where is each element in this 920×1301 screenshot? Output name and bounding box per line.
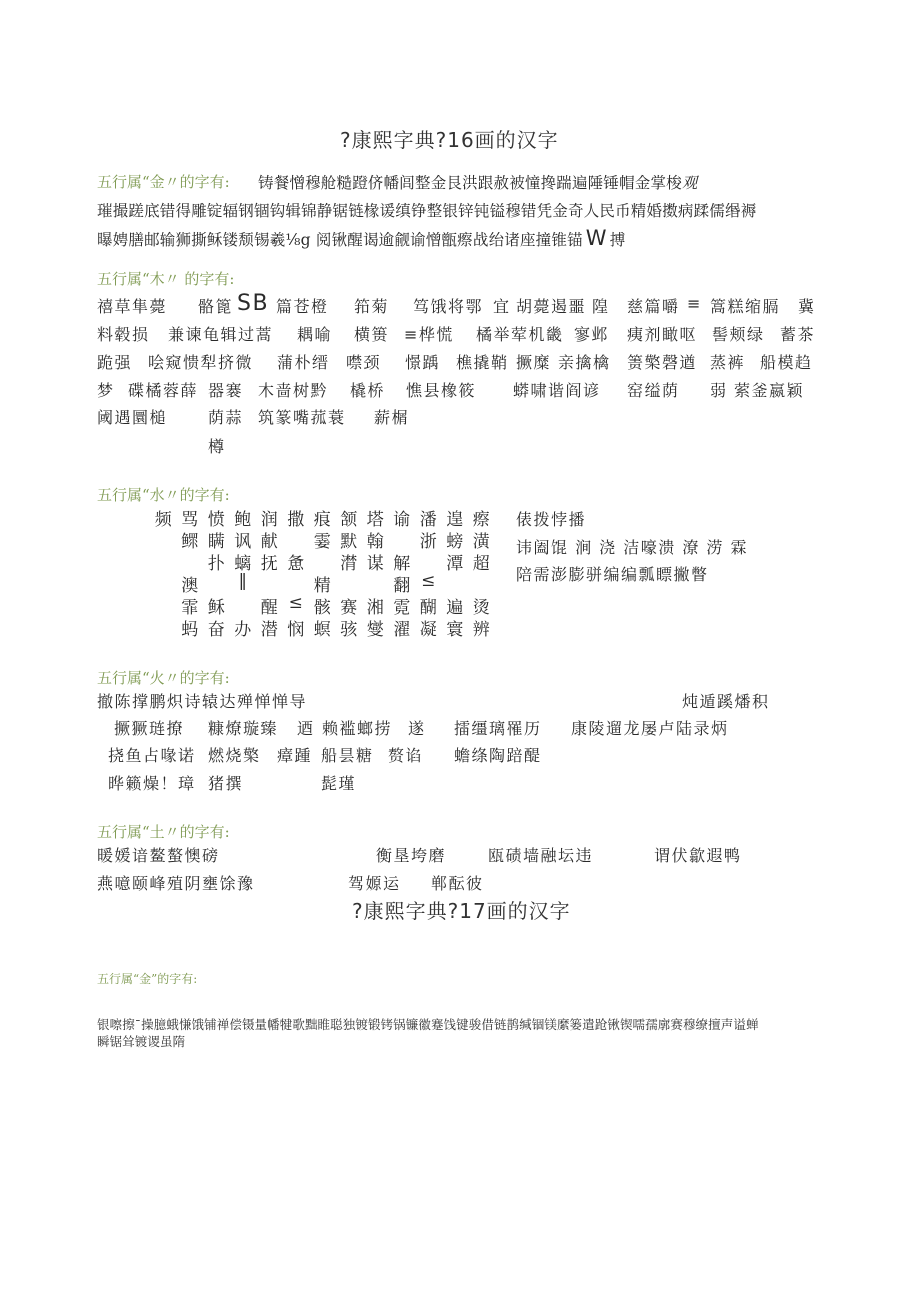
mu-rows-r1-s6: 寥邺: [574, 325, 610, 344]
shui-char-r0-c2: 愤: [207, 510, 225, 530]
shui-char-r4-c5: ≤: [288, 593, 303, 613]
huo-rows-r0-s6: 康陵遛龙屡卢陆录炳: [571, 719, 729, 738]
mu-rows-r0-s12: 冀: [798, 297, 816, 316]
shui-char-r2-c4: 抚: [260, 554, 278, 574]
shui-char-r0-c5: 撒: [287, 510, 305, 530]
huo-rows-r0-s0: 撅獗琏撩: [114, 719, 185, 738]
mu-rows-r3-s0: 梦: [97, 381, 115, 400]
shui-char-r2-c10: [415, 549, 442, 571]
huo-header: 五行属“火〃的字有:: [97, 669, 230, 687]
mu-rows-r2-s3: 噤颈: [346, 353, 382, 372]
shui-char-r0-c3: 鲍: [234, 510, 252, 530]
jin-line-3: [97, 226, 625, 250]
page-title-17: ?康熙字典?17画的汉字: [352, 899, 571, 923]
mu-rows-r3-s2: 器褰: [208, 381, 244, 400]
jin17-line-1: 银嚓擦ˉ操臆蛾慊饿铺禅偿镊量幡犍歌黜睢聪独镀锻铐锅镰徽蹇饯键骏借链鹊缄锢镁縻篓遣跄锹锲嚅孺廓赛穆缭擅声谥蝉: [97, 1017, 759, 1032]
shui-char-r3-c11: [442, 571, 469, 593]
mu-rows-r2-s6: 撅糜: [516, 353, 552, 372]
shui-char-r4-c4: 醒: [260, 598, 278, 618]
shui-char-r2-c8: 谋: [366, 554, 384, 574]
tu-rows-r0-s3: 谓伏歙遐鸭: [654, 846, 742, 865]
mu-rows-r4-s0: 阈遇圜槌: [97, 408, 168, 427]
huo-rows-r1-s2: 瘴踵: [277, 746, 313, 765]
huo-rows-r1-s3: 船昙糖: [321, 746, 374, 765]
shui-char-r3-c8: [362, 571, 389, 593]
mu-rows-r0-s7: 胡薨遏噩: [516, 297, 587, 316]
mu-rows-r5-s0: 樽: [208, 437, 226, 456]
shui-char-r2-c6: [309, 549, 336, 571]
mu-rows-r3-s5: 憔县橡筱: [406, 381, 477, 400]
shui-char-r3-c9: 翻: [393, 576, 411, 596]
tu-rows-r0-s0: 暖媛谙鳌螯懊磅: [97, 846, 220, 865]
shui-char-r3-c12: [468, 571, 495, 593]
shui-side-2: 讳阖馄 涧 浇 洁嚎溃 潦 涝 霖: [516, 538, 749, 557]
jin17-header: 五行属“金”的字有:: [97, 972, 198, 986]
huo-rows-r2-s2: 髭瑾: [321, 774, 357, 793]
mu-rows-r0-s2: SB: [237, 291, 270, 316]
mu-rows-r0-s6: 宜: [493, 297, 511, 316]
mu-rows-r3-s4: 橇桥: [350, 381, 386, 400]
shui-char-r4-c3: [230, 593, 257, 615]
jin-line-1-tail: 观: [681, 174, 698, 192]
mu-rows-r3-s8: 弱: [710, 381, 728, 400]
mu-rows-r1-s1: 兼谏龟辑过蒿: [168, 325, 274, 344]
jin17-line-2: 瞬锯耸镀谡虽隋: [97, 1034, 186, 1049]
shui-char-r2-c11: 潭: [446, 554, 464, 574]
shui-char-r3-c10: ≤: [421, 571, 436, 591]
shui-char-r4-c9: 霓: [393, 598, 411, 618]
huo-rows-r2-s1: 猪撰: [208, 774, 244, 793]
mu-rows-r1-s2: 耦喻: [297, 325, 333, 344]
mu-rows-r1-s8: 髻颊绿: [712, 325, 765, 344]
huo-rows-r0-s1: 糠燎璇臻: [208, 719, 279, 738]
shui-char-r1-c9: [389, 527, 416, 549]
shui-char-r1-c3: 讽: [234, 532, 252, 552]
shui-char-r1-c4: 献: [260, 532, 278, 552]
shui-char-r1-c11: 螃: [446, 532, 464, 552]
jin-line-3-tail: 搏: [609, 231, 626, 249]
mu-rows-r1-s5: 橘举荤机畿: [476, 325, 564, 344]
shui-char-r5-c7: 骇: [340, 620, 358, 640]
shui-char-r1-c8: 翰: [366, 532, 384, 552]
shui-char-r0-c12: 瘵: [472, 510, 490, 530]
mu-rows-r0-s4: 筘菊: [354, 297, 390, 316]
shui-grid: [150, 505, 495, 640]
shui-char-r2-c12: 超: [472, 554, 490, 574]
mu-rows-r3-s9: 萦釜嬴颖: [734, 381, 805, 400]
mu-rows-r1-s3: 横篑: [354, 325, 390, 344]
mu-rows-r3-s1: 碟橘蓉薛: [128, 381, 199, 400]
shui-char-r4-c10: 醐: [419, 598, 437, 618]
shui-char-r2-c3: 螭: [234, 554, 252, 574]
shui-char-r2-c0: [150, 549, 177, 571]
shui-char-r1-c12: 潢: [472, 532, 490, 552]
shui-char-r5-c6: 螟: [313, 620, 331, 640]
mu-rows-r3-s7: 窑缢荫: [627, 381, 680, 400]
shui-char-r0-c8: 塔: [366, 510, 384, 530]
mu-rows-r2-s0: 跪强: [97, 353, 133, 372]
shui-char-r4-c0: [150, 593, 177, 615]
huo-line-1: 撤陈撑鹏炽诗辕达殚惮惮导: [97, 692, 308, 711]
shui-char-r4-c11: 遍: [446, 598, 464, 618]
page-title-16: ?康熙字典?16画的汉字: [340, 128, 559, 152]
shui-char-r4-c2: 稣: [207, 598, 225, 618]
mu-rows-r3-s6: 蟒啸谐阎谚: [513, 381, 601, 400]
huo-rows-r0-s5: 擂缰璃罹历: [454, 719, 542, 738]
mu-rows-r2-s5: 樵撬鞘: [456, 353, 509, 372]
shui-char-r5-c2: 奋: [207, 620, 225, 640]
huo-rows-r0-s4: 遂: [408, 719, 426, 738]
huo-line-1-right: 炖遁蹊燔积: [682, 692, 770, 711]
mu-rows-r0-s8: 隍: [592, 297, 610, 316]
mu-rows-r0-s10: ≡: [687, 294, 702, 313]
shui-char-r1-c6: 霎: [313, 532, 331, 552]
jin-line-1: [258, 171, 698, 193]
shui-char-r2-c2: 扑: [207, 554, 225, 574]
shui-char-r5-c5: 悯: [287, 620, 305, 640]
mu-rows-r2-s2: 蒲朴缙: [277, 353, 330, 372]
shui-char-r5-c4: 潜: [260, 620, 278, 640]
huo-rows-r1-s0: 挠鱼占喙诺: [108, 746, 196, 765]
shui-char-r0-c4: 润: [260, 510, 278, 530]
mu-rows-r3-s3: 木啬树黔: [258, 381, 329, 400]
shui-char-r1-c5: [283, 527, 310, 549]
mu-header: 五行属“木〃 的字有:: [97, 270, 235, 288]
shui-char-r3-c5: [283, 571, 310, 593]
mu-rows-r4-s3: 薪榍: [374, 408, 410, 427]
shui-char-r2-c5: 惫: [287, 554, 305, 574]
shui-char-r0-c9: 谕: [393, 510, 411, 530]
shui-char-r5-c12: 辨: [472, 620, 490, 640]
mu-rows-r4-s1: 荫蒜: [208, 408, 244, 427]
shui-char-r0-c10: 潘: [419, 510, 437, 530]
mu-rows-r2-s9: 蒸裤: [710, 353, 746, 372]
mu-rows-r4-s2: 筑篆嘴菰蓑: [258, 408, 346, 427]
shui-char-r3-c0: [150, 571, 177, 593]
jin-header: 五行属“金〃的字有:: [97, 173, 230, 191]
mu-rows-r1-s4: ≡桦慌: [404, 325, 454, 344]
shui-char-r0-c1: 骂: [181, 510, 199, 530]
shui-char-r4-c6: 骸: [313, 598, 331, 618]
shui-side-3: 陪需澎膨骈编编瓢瞟撇瞥: [516, 565, 709, 584]
tu-rows-r0-s1: 衡垦垮磨: [376, 846, 447, 865]
shui-char-r5-c9: 濯: [393, 620, 411, 640]
huo-rows-r1-s4: 赘谄: [388, 746, 424, 765]
shui-char-r3-c3: ‖: [238, 571, 247, 591]
mu-rows-r2-s4: 憬踽: [405, 353, 441, 372]
shui-char-r1-c0: [150, 527, 177, 549]
shui-char-r1-c7: 默: [340, 532, 358, 552]
mu-rows-r2-s1: 哙窥愦犁挤微: [148, 353, 254, 372]
shui-char-r1-c1: 鳏: [181, 532, 199, 552]
shui-char-r5-c0: [150, 615, 177, 637]
shui-char-r3-c6: 精: [313, 576, 331, 596]
shui-char-r0-c11: 遑: [446, 510, 464, 530]
shui-char-r3-c2: [203, 571, 230, 593]
shui-char-r2-c9: 解: [393, 554, 411, 574]
mu-rows-r0-s3: 篇苍橙: [276, 297, 329, 316]
shui-char-r4-c8: 湘: [366, 598, 384, 618]
shui-char-r5-c8: 燮: [366, 620, 384, 640]
huo-rows-r0-s2: 迺: [297, 719, 315, 738]
huo-rows-r2-s0: 晔籁燥！璋: [108, 774, 196, 793]
shui-char-r0-c7: 颔: [340, 510, 358, 530]
mu-rows-r2-s8: 箦檠磬遒: [627, 353, 698, 372]
mu-rows-r0-s1: 骼篦: [198, 297, 234, 316]
mu-rows-r0-s5: 笃饿将鄂: [413, 297, 484, 316]
mu-rows-r0-s0: 禧草隼薨: [97, 297, 168, 316]
shui-char-r5-c1: 蚂: [181, 620, 199, 640]
huo-rows-r1-s5: 蟾绦陶踣醍: [454, 746, 542, 765]
jin-line-3-text: 曝娉膳邮输狮撕稣镂颓锡羲⅛g 阅锹醒谒逾觎谕憎甑瘵战绐诸座撞锥锚: [97, 231, 583, 249]
shui-char-r1-c10: 浙: [419, 532, 437, 552]
shui-char-r5-c3: 办: [234, 620, 252, 640]
huo-rows-r0-s3: 赖褴螂捞: [322, 719, 393, 738]
shui-char-r2-c7: 潸: [340, 554, 358, 574]
shui-char-r1-c2: 瞒: [207, 532, 225, 552]
shui-side-1: 俵拨悖播: [516, 510, 587, 529]
mu-rows-r2-s7: 亲擒檎: [558, 353, 611, 372]
shui-char-r3-c1: 澳: [181, 576, 199, 596]
tu-header: 五行属“土〃的字有:: [97, 823, 230, 841]
mu-rows-r2-s10: 船模趋: [760, 353, 813, 372]
tu-rows-r1-s0: 燕噫颐峰殖阴壅馀豫: [97, 874, 255, 893]
tu-rows-r1-s2: 郸酝彼: [431, 874, 484, 893]
mu-rows-r0-s9: 慈篇嚼: [627, 297, 680, 316]
shui-header: 五行属“水〃的字有:: [97, 486, 230, 504]
shui-char-r5-c11: 寰: [446, 620, 464, 640]
shui-char-r5-c10: 凝: [419, 620, 437, 640]
shui-char-r2-c1: [177, 549, 204, 571]
tu-rows-r1-s1: 驾嫄运: [348, 874, 401, 893]
mu-rows-r1-s0: 料毂损: [97, 325, 150, 344]
shui-char-r4-c7: 赛: [340, 598, 358, 618]
shui-char-r4-c1: 霏: [181, 598, 199, 618]
jin-line-3-big: W: [585, 226, 607, 250]
jin-line-1-text: 铸餐憎穆舱糙蹬侪幡闾整金艮洪跟赦被憧搀踹遍陲锤帽金掌梭: [258, 174, 682, 192]
shui-char-r4-c12: 烫: [472, 598, 490, 618]
shui-char-r0-c0: 频: [154, 510, 172, 530]
tu-rows-r0-s2: 瓯碛墙融坛违: [488, 846, 594, 865]
shui-char-r0-c6: 痕: [313, 510, 331, 530]
huo-rows-r1-s1: 燃烧檠: [208, 746, 261, 765]
mu-rows-r1-s7: 痍剂瞰呕: [627, 325, 698, 344]
jin-line-2: 璀撮蹉底错得雕锭辐钢锢钩辑锦静锯链椽谖缜铮整银锌钝镒穆错凭金奇人民币精婚擞病蹂儒缗褥: [97, 202, 757, 220]
mu-rows-r0-s11: 篙糕缩膈: [710, 297, 781, 316]
shui-char-r3-c4: [256, 571, 283, 593]
mu-rows-r1-s9: 蓄茶: [780, 325, 816, 344]
shui-char-r3-c7: [336, 571, 363, 593]
